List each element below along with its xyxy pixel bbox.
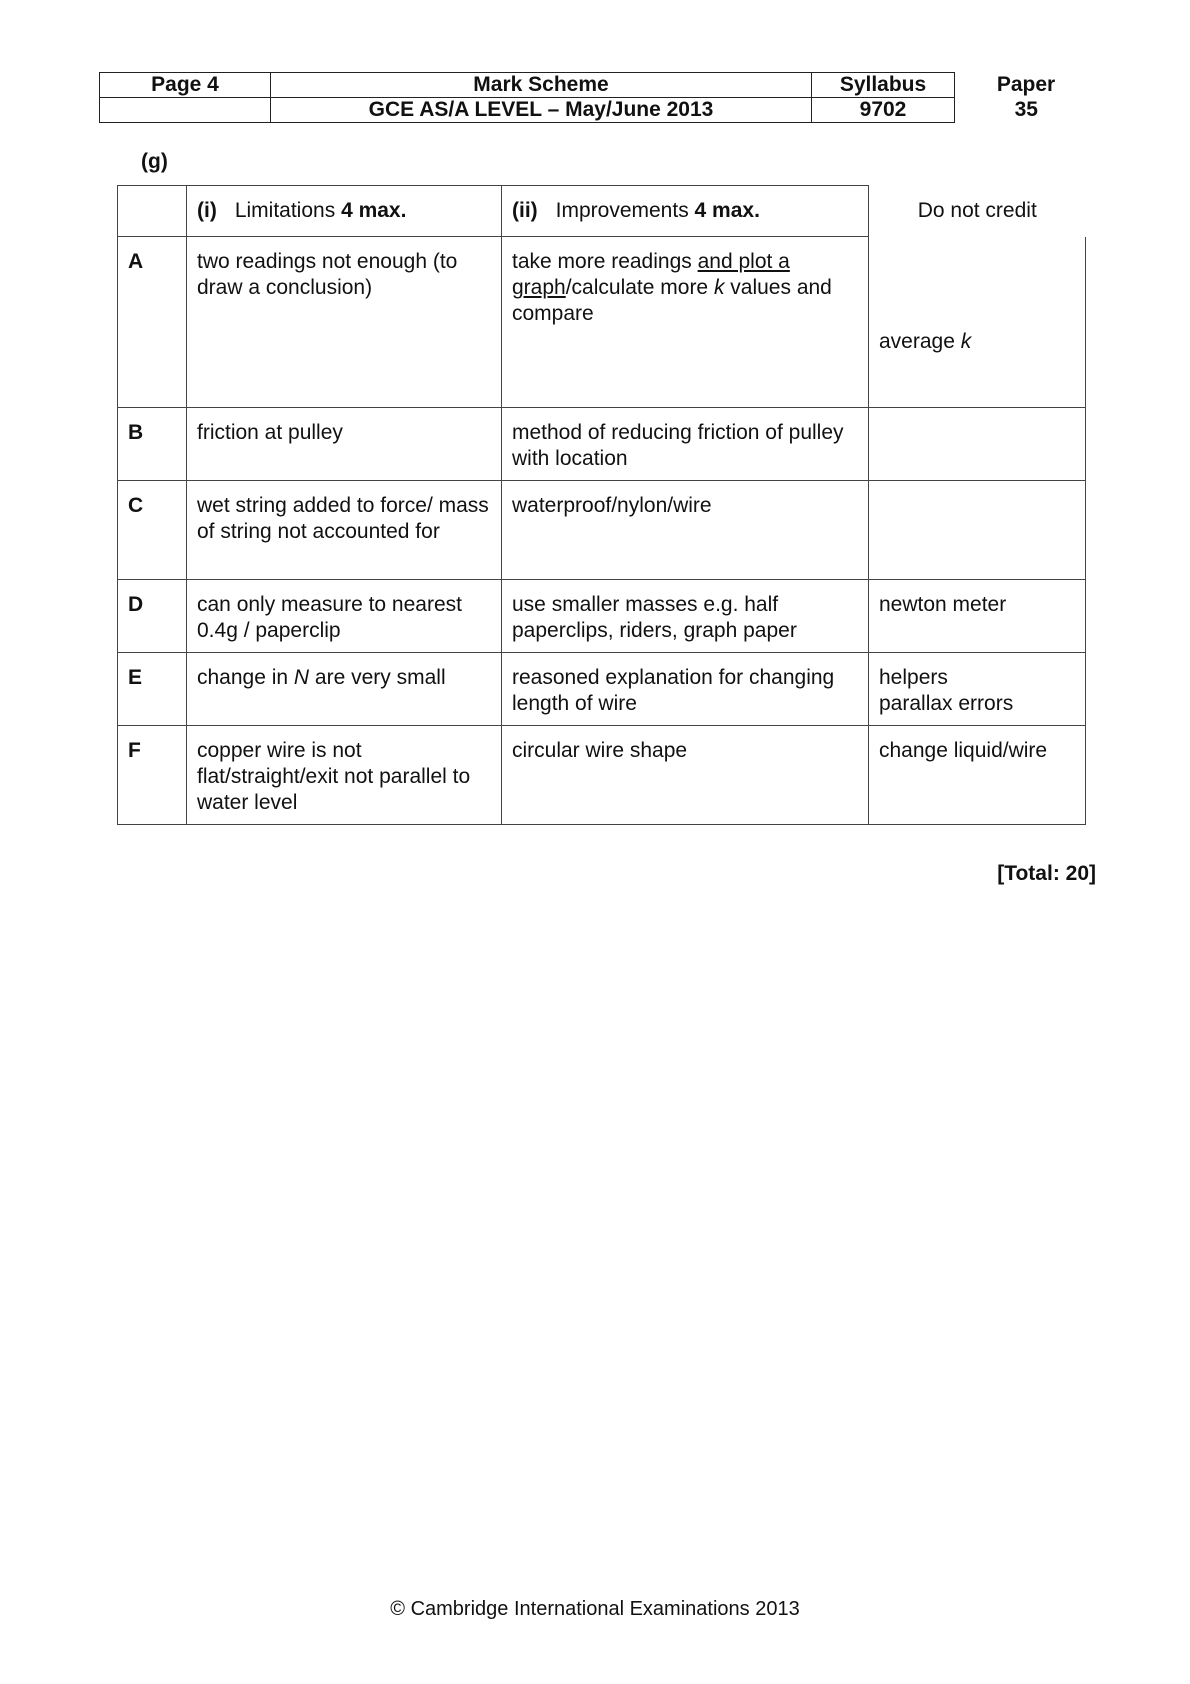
header-key-cell xyxy=(118,186,187,237)
table-header-row xyxy=(118,186,1086,237)
do-not-credit-cell xyxy=(869,408,1086,481)
row-key: A xyxy=(118,237,187,408)
syllabus-label: Syllabus xyxy=(812,73,955,98)
limitation-cell: change in N are very small xyxy=(187,653,502,726)
doc-type: Mark Scheme xyxy=(271,73,812,98)
col-i-max: 4 max. xyxy=(341,199,407,222)
improvement-cell: use smaller masses e.g. half paperclips, riders, graph paper xyxy=(502,580,869,653)
improvement-cell: method of reducing friction of pulley with location xyxy=(502,408,869,481)
limitation-cell: friction at pulley xyxy=(187,408,502,481)
row-key: B xyxy=(118,408,187,481)
row-key: C xyxy=(118,481,187,580)
table-row xyxy=(118,726,1086,825)
improvement-cell: reasoned explanation for changing length of wire xyxy=(502,653,869,726)
header-empty-cell xyxy=(100,98,271,123)
limitation-cell: two readings not enough (to draw a conclusion) xyxy=(187,237,502,408)
do-not-credit-cell: helpers parallax errors xyxy=(869,653,1086,726)
col-i-text: Limitations xyxy=(234,199,336,222)
improvement-cell: circular wire shape xyxy=(502,726,869,825)
header-do-not-credit: Do not credit xyxy=(917,198,1037,222)
col-ii-max: 4 max. xyxy=(694,199,760,222)
exam-title: GCE AS/A LEVEL – May/June 2013 xyxy=(271,98,812,123)
col-ii-text: Improvements xyxy=(555,199,689,222)
do-not-credit-cell: average k xyxy=(869,237,1086,408)
mark-scheme-table xyxy=(117,185,1086,825)
paper-label: Paper xyxy=(996,73,1056,96)
do-not-credit-cell: newton meter xyxy=(869,580,1086,653)
col-i-number: (i) xyxy=(197,199,217,222)
improvement-cell: take more readings and plot a graph/calculate more k values and compare xyxy=(502,237,869,408)
limitation-cell: can only measure to nearest 0.4g / paperclip xyxy=(187,580,502,653)
table-row xyxy=(118,481,1086,580)
row-key: F xyxy=(118,726,187,825)
header-limitations xyxy=(187,186,502,237)
table-row xyxy=(118,237,1086,408)
page-number: Page 4 xyxy=(100,73,271,98)
do-not-credit-cell xyxy=(869,481,1086,580)
copyright-footer: © Cambridge International Examinations 2013 xyxy=(390,1598,800,1620)
col-ii-number: (ii) xyxy=(512,199,538,222)
limitation-cell: copper wire is not flat/straight/exit not parallel to water level xyxy=(187,726,502,825)
table-row xyxy=(118,580,1086,653)
header-table xyxy=(99,72,1098,123)
header-improvements xyxy=(502,186,869,237)
do-not-credit-cell: change liquid/wire xyxy=(869,726,1086,825)
row-key: D xyxy=(118,580,187,653)
paper-number: 35 xyxy=(1014,98,1038,121)
table-row xyxy=(118,408,1086,481)
row-key: E xyxy=(118,653,187,726)
table-row xyxy=(118,653,1086,726)
syllabus-code: 9702 xyxy=(812,98,955,123)
limitation-cell: wet string added to force/ mass of string not accounted for xyxy=(187,481,502,580)
question-part-label: (g) xyxy=(141,150,168,173)
total-marks: [Total: 20] xyxy=(997,862,1096,885)
improvement-cell: waterproof/nylon/wire xyxy=(502,481,869,580)
